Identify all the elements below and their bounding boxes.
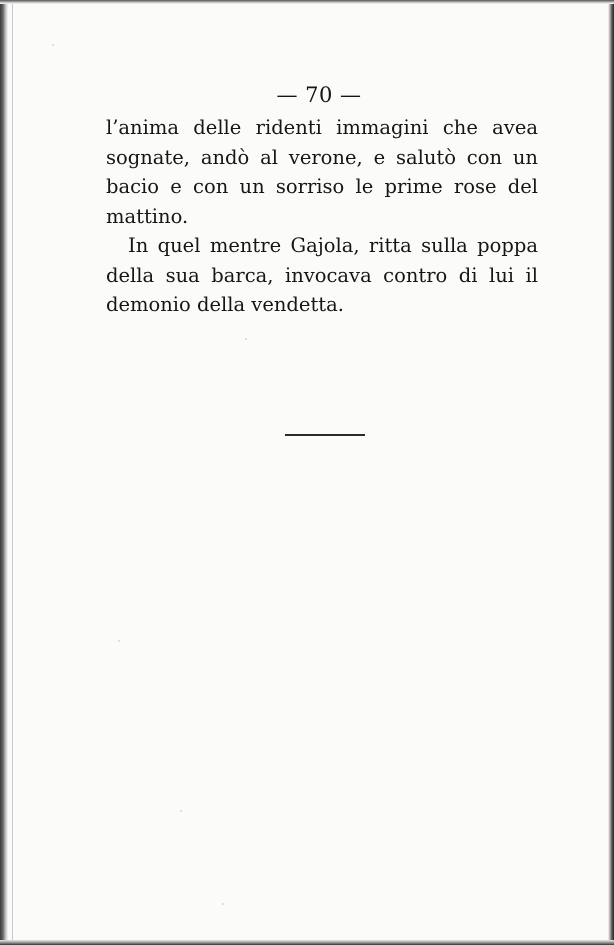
page-top-edge [0,0,614,4]
scan-speck [52,44,54,46]
scan-speck [245,338,247,340]
paragraph-2: In quel mentre Gajola, ritta sulla poppa della sua barca, invocava contro di lui il demonio della vendetta. [106,234,538,316]
section-end-rule [285,434,365,436]
page-number: — 70 — [276,83,362,107]
page-right-edge [608,0,614,945]
page-left-edge [0,0,8,945]
scan-speck [180,810,182,812]
scan-speck [118,640,120,642]
page-left-fold-line [12,0,13,945]
paragraph-1: l’anima delle ridenti immagini che avea sognate, andò al verone, e salutò con un bacio e con un sorriso le prime rose del mattino. [106,116,538,228]
body-text [106,113,538,320]
page-bottom-edge [0,940,614,945]
scan-speck [222,903,224,905]
